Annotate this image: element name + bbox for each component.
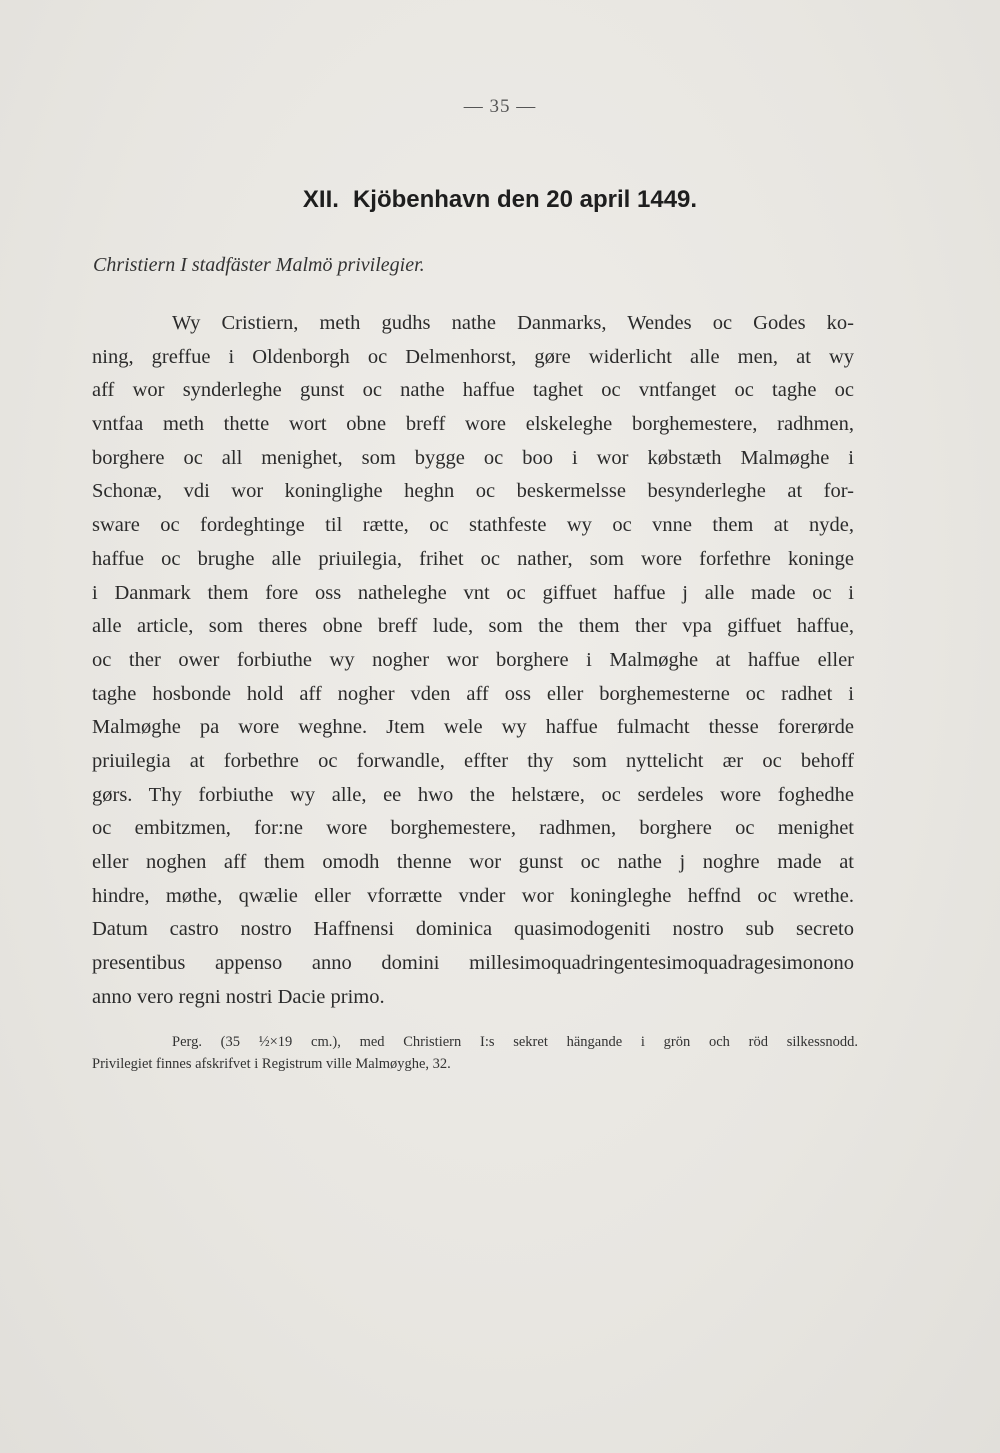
body-line: sware oc fordeghtinge til rætte, oc stathfeste wy oc vnne them at nyde, — [92, 514, 854, 537]
body-line: oc ther ower forbiuthe wy nogher wor borghere i Malmøghe at haffue eller — [92, 648, 854, 671]
document-summary: Christiern I stadfäster Malmö privilegier. — [93, 254, 425, 276]
body-line: Schonæ, vdi wor koninglighe heghn oc beskermelsse besynderleghe at for- — [92, 480, 854, 503]
note-line: Perg. (35 ½×19 cm.), med Christiern I:s sekret hängande i grön och röd silkessnodd. — [172, 1034, 858, 1050]
body-line: gørs. Thy forbiuthe wy alle, ee hwo the helstære, oc serdeles wore foghedhe — [92, 783, 854, 806]
body-line: Malmøghe pa wore weghne. Jtem wele wy haffue fulmacht thesse forerørde — [92, 716, 854, 739]
body-line: vntfaa meth thette wort obne breff wore elskeleghe borghemestere, radhmen, — [92, 413, 854, 436]
body-line: haffue oc brughe alle priuilegia, frihet oc nather, som wore forfethre koninge — [92, 547, 854, 570]
body-line: eller noghen aff them omodh thenne wor gunst oc nathe j noghre made at — [92, 851, 854, 873]
body-line: anno vero regni nostri Dacie primo. — [92, 985, 385, 1008]
body-line: taghe hosbonde hold aff nogher vden aff oss eller borghemesterne oc radhet i — [92, 682, 854, 705]
source-note — [92, 1031, 858, 1075]
body-line: borghere oc all menighet, som bygge oc boo i wor købstæth Malmøghe i — [92, 446, 854, 469]
document-number: XII. — [302, 186, 339, 213]
note-line: Privilegiet finnes afskrifvet i Registrum ville Malmøyghe, 32. — [92, 1056, 451, 1072]
document-title — [0, 186, 1000, 214]
document-heading: Kjöbenhavn den 20 april 1449. — [352, 186, 698, 213]
body-line: ning, greffue i Oldenborgh oc Delmenhorst, gøre widerlicht alle men, at wy — [92, 345, 854, 368]
body-line: priuilegia at forbethre oc forwandle, effter thy som nyttelicht ær oc behoff — [92, 749, 854, 772]
body-line: oc embitzmen, for:ne wore borghemestere, radhmen, borghere oc menighet — [92, 817, 854, 840]
body-line: Datum castro nostro Haffnensi dominica quasimodogeniti nostro sub secreto — [92, 918, 854, 941]
body-line: Wy Cristiern, meth gudhs nathe Danmarks, Wendes oc Godes ko- — [172, 312, 854, 334]
page-number: — 35 — — [463, 96, 537, 117]
body-line: i Danmark them fore oss natheleghe vnt oc giffuet haffue j alle made oc i — [92, 581, 854, 604]
body-line: alle article, som theres obne breff lude, som the them ther vpa giffuet haffue, — [92, 615, 854, 638]
document-body — [92, 307, 854, 1014]
body-line: hindre, møthe, qwælie eller vforrætte vnder wor koningleghe heffnd oc wrethe. — [92, 884, 854, 907]
body-line: presentibus appenso anno domini millesimoquadringentesimoquadragesimonono — [92, 952, 854, 975]
body-line: aff wor synderleghe gunst oc nathe haffue taghet oc vntfanget oc taghe oc — [92, 379, 854, 402]
